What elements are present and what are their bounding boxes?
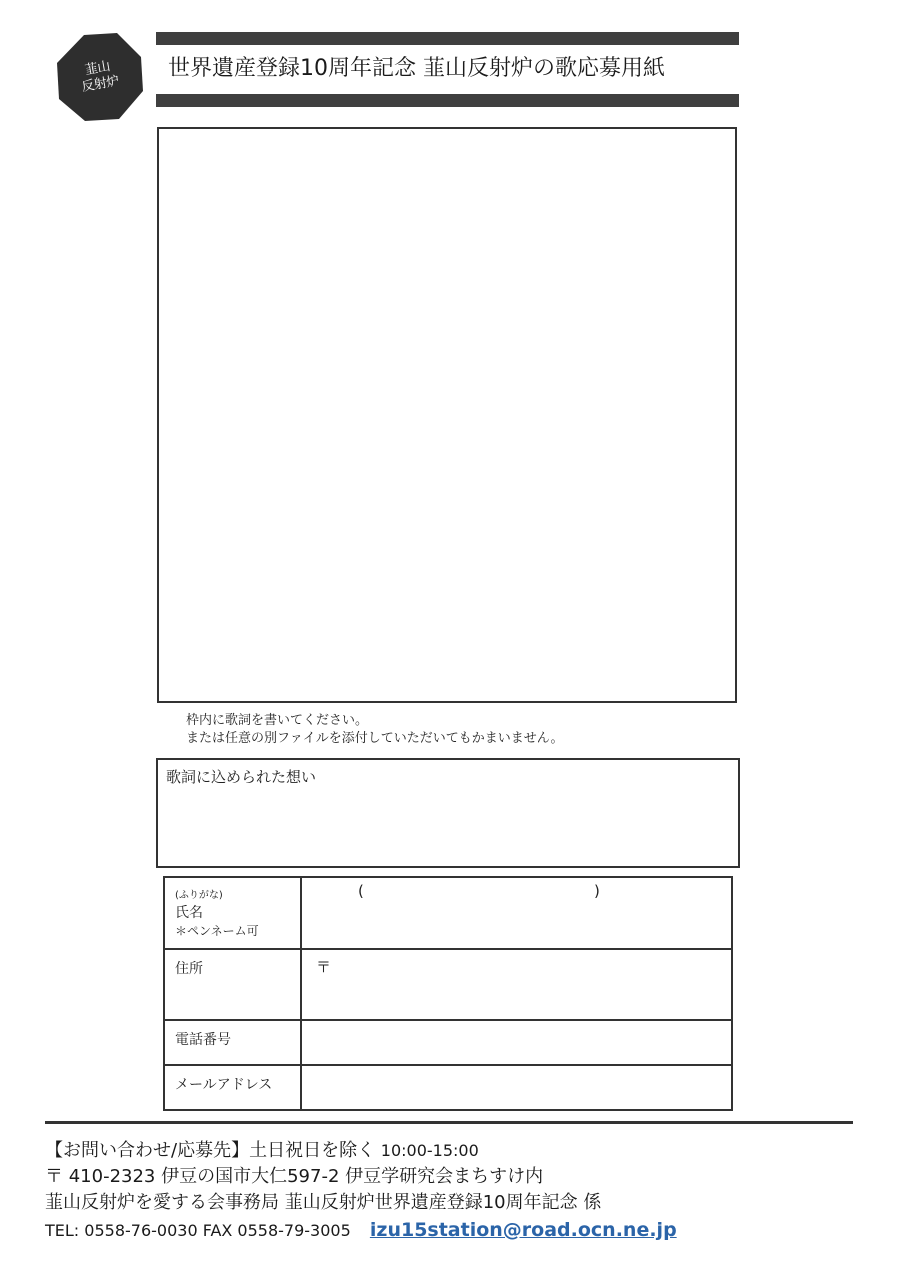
phone-row: [165, 1021, 731, 1066]
name-label: 氏名: [175, 905, 203, 921]
logo-badge: [51, 29, 147, 125]
name-field[interactable]: [304, 878, 731, 948]
contact-hours: 10:00-15:00: [380, 1141, 479, 1160]
header-bar-bottom: [156, 94, 739, 107]
email-label-cell: [165, 1066, 302, 1109]
name-label-cell: [165, 878, 302, 948]
email-row: [165, 1066, 731, 1109]
email-label: メールアドレス: [175, 1077, 273, 1093]
logo-text: [43, 21, 154, 132]
phone-label-cell: [165, 1021, 302, 1064]
postal-mark: 〒: [316, 958, 332, 976]
phone-label: 電話番号: [175, 1032, 231, 1048]
page-title: 世界遺産登録10周年記念 韮山反射炉の歌応募用紙: [168, 56, 665, 81]
logo-line-2: 反射炉: [80, 73, 121, 96]
email-field[interactable]: [304, 1066, 731, 1109]
logo-line-1: 韮山: [83, 59, 112, 79]
address-row: [165, 950, 731, 1021]
address-label: 住所: [175, 961, 203, 977]
footer-divider: [45, 1121, 853, 1124]
address-label-cell: [165, 950, 302, 1019]
contact-office: 韮山反射炉を愛する会事務局 韮山反射炉世界遺産登録10周年記念 係: [45, 1192, 602, 1213]
furigana-label: (ふりがな): [175, 890, 223, 901]
header-bar-top: [156, 32, 739, 45]
applicant-info-table: [163, 876, 733, 1111]
furigana-open-paren: (: [358, 882, 364, 900]
lyrics-writing-area[interactable]: [157, 127, 737, 703]
penname-note: ＊ペンネーム可: [175, 924, 259, 938]
contact-address: 〒 410-2323 伊豆の国市大仁597-2 伊豆学研究会まちすけ内: [45, 1166, 544, 1187]
contact-email-link[interactable]: izu15station@road.ocn.ne.jp: [369, 1219, 677, 1241]
contact-heading: 【お問い合わせ/応募先】土日祝日を除く: [45, 1140, 376, 1161]
lyrics-thoughts-field[interactable]: [156, 758, 740, 868]
lyrics-note-line-2: または任意の別ファイルを添付していただいてもかまいません。: [186, 731, 564, 746]
contact-heading-line: [45, 1138, 479, 1164]
name-row: [165, 878, 731, 950]
contact-tel-fax: TEL: 0558-76-0030 FAX 0558-79-3005: [45, 1221, 351, 1240]
contact-phone-fax-line: [45, 1217, 677, 1244]
furigana-close-paren: ): [594, 882, 600, 900]
thoughts-label: 歌詞に込められた想い: [166, 768, 317, 786]
lyrics-note-line-1: 枠内に歌詞を書いてください。: [186, 713, 369, 728]
phone-field[interactable]: [304, 1021, 731, 1064]
address-field[interactable]: [304, 950, 731, 1019]
